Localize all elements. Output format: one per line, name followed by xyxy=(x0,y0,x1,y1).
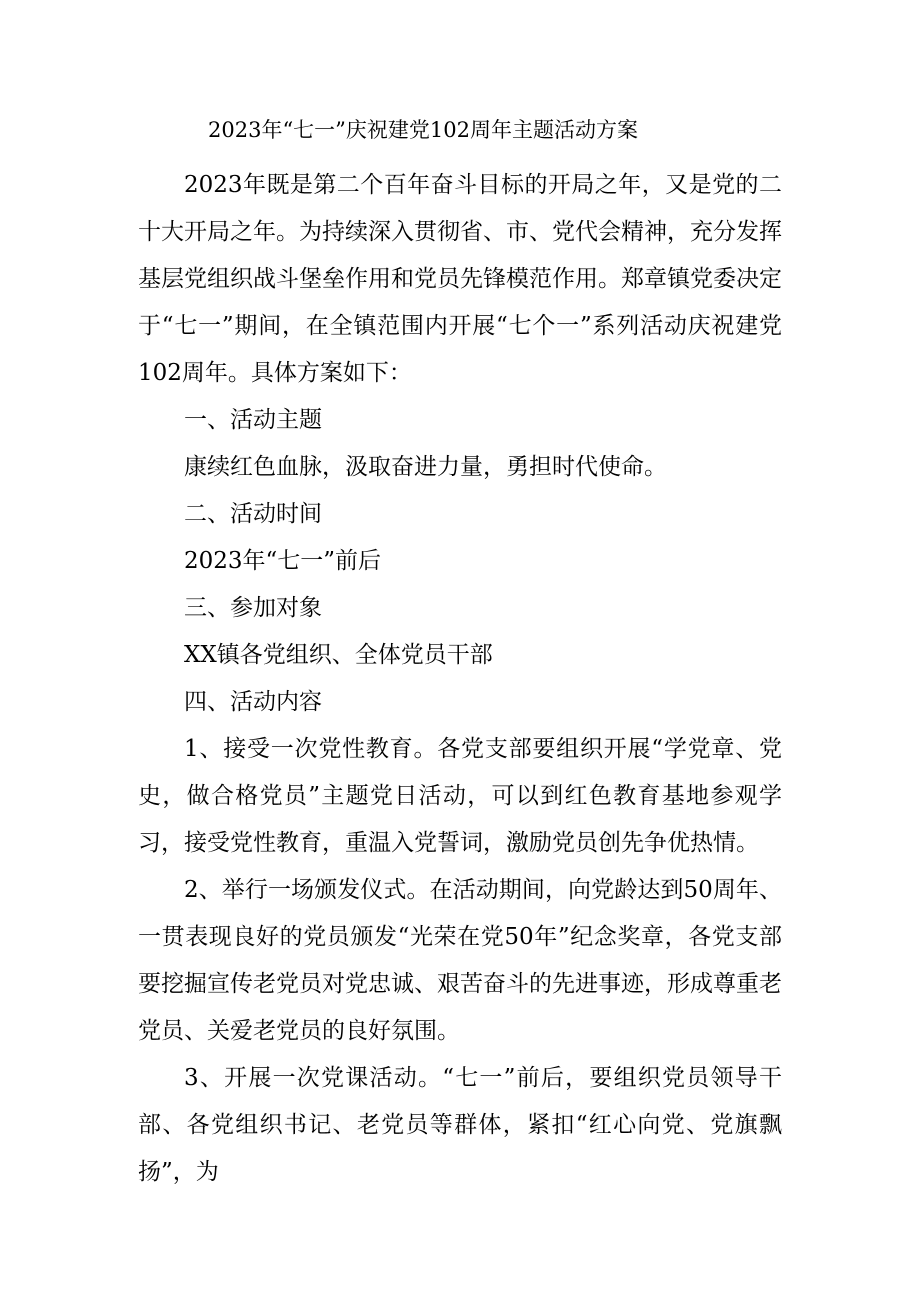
document-title: 2023年“七一”庆祝建党102周年主题活动方案 xyxy=(208,118,638,142)
section-heading-content: 四、活动内容 xyxy=(184,689,322,715)
intro-paragraph: 2023年既是第二个百年奋斗目标的开局之年，又是党的二十大开局之年。为持续深入贯彻省、市、党代会精神，充分发挥基层党组织战斗堡垒作用和党员先锋模范作用。郑章镇党委决定于“七一”期间，在全镇范围内开展“七个一”系列活动庆祝建党102周年。具体方案如下： xyxy=(138,172,782,386)
time-text: 2023年“七一”前后 xyxy=(184,548,382,574)
content-item-2: 2、举行一场颁发仪式。在活动期间，向党龄达到50周年、一贯表现良好的党员颁发“光荣在党50年”纪念奖章，各党支部要挖掘宣传老党员对党忠诚、艰苦奋斗的先进事迹，形成尊重老党员、关爱老党员的良好氛围。 xyxy=(138,877,782,1044)
theme-text: 康续红色血脉，汲取奋进力量，勇担时代使命。 xyxy=(184,454,667,480)
section-heading-participants: 三、参加对象 xyxy=(184,595,322,621)
section-heading-theme: 一、活动主题 xyxy=(184,407,322,433)
section-heading-time: 二、活动时间 xyxy=(184,501,322,527)
content-item-3: 3、开展一次党课活动。“七一”前后，要组织党员领导干部、各党组织书记、老党员等群体，紧扣“红心向党、党旗飘扬”，为 xyxy=(138,1065,782,1185)
content-item-1: 1、接受一次党性教育。各党支部要组织开展“学党章、党史，做合格党员”主题党日活动，可以到红色教育基地参观学习，接受党性教育，重温入党誓词，激励党员创先争优热情。 xyxy=(138,736,782,856)
participants-text: XX镇各党组织、全体党员干部 xyxy=(184,642,493,668)
